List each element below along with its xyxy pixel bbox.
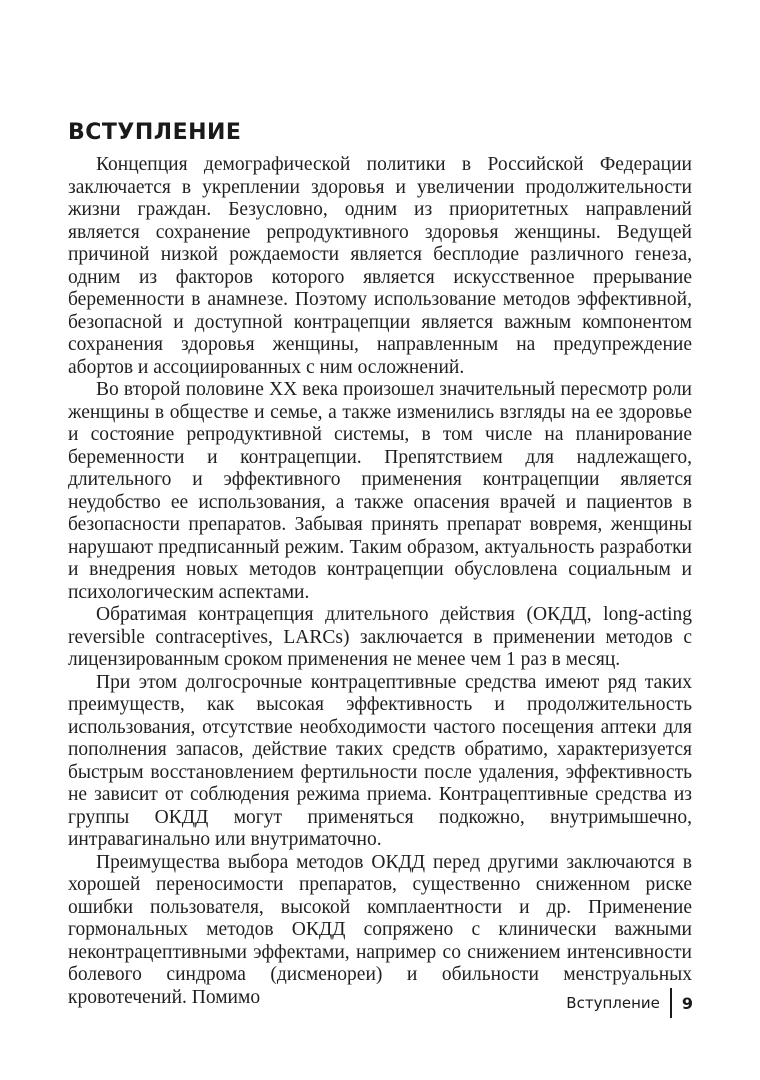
body-text (68, 154, 692, 1009)
page-number: 9 (681, 993, 693, 1013)
paragraph-3: Обратимая контрацепция длительного действия (ОКДД, long-acting reversible contraceptives, LARCs) заключается в применении методов с лицензированным сроком применения не менее чем 1 раз в месяц. (68, 604, 692, 670)
paragraph-2: Во второй половине XX века произошел значительный пересмотр роли женщины в обществе и семье, а также изменились взгляды на ее здоровье и состояние репродуктивной системы, в том числе на планирование беременности и контрацепции. Препятствием для надлежащего, длительного и эффективного применения контрацепции является неудобство ее использования, а также опасения врачей и пациентов в безопасности препаратов. Забывая принять препарат вовремя, женщины нарушают предписанный режим. Таким образом, актуальность разработки и внедрения новых методов контрацепции обусловлена социальным и психологическим аспектами. (68, 379, 692, 603)
page-footer (566, 988, 693, 1018)
paragraph-1: Концепция демографической политики в Российской Федерации заключается в укреплении здоровья и увеличении продолжительности жизни граждан. Безусловно, одним из приоритетных направлений является сохранение репродуктивного здоровья женщины. Ведущей причиной низкой рождаемости является бесплодие различного генеза, одним из факторов которого является искусственное прерывание беременности в анамнезе. Поэтому использование методов эффективной, безопасной и доступной контрацепции является важным компонентом сохранения здоровья женщины, направленным на предупреждение абортов и ассоциированных с ним осложнений. (68, 154, 692, 378)
paragraph-4: При этом долгосрочные контрацептивные средства имеют ряд таких преимуществ, как высокая эффективность и продолжительность использования, отсутствие необходимости частого посещения аптеки для пополнения запасов, действие таких средств обратимо, характеризуется быстрым восстановлением фертильности после удаления, эффективность не зависит от соблюдения режима приема. Контрацептивные средства из группы ОКДД могут применяться подкожно, внутримышечно, интравагинально или внутриматочно. (68, 671, 692, 850)
paragraph-5: Преимущества выбора методов ОКДД перед другими заключаются в хорошей переносимости препаратов, существенно сниженном риске ошибки пользователя, высокой комплаентности и др. Применение гормональных методов ОКДД сопряжено с клинически важными неконтрацептивными эффектами, например со снижением интенсивности болевого синдрома (дисменореи) и обильности менструальных кровотечений. Помимо (68, 851, 692, 1008)
running-title: Вступление (566, 994, 660, 1012)
chapter-heading: ВСТУПЛЕНИЕ (68, 120, 242, 145)
